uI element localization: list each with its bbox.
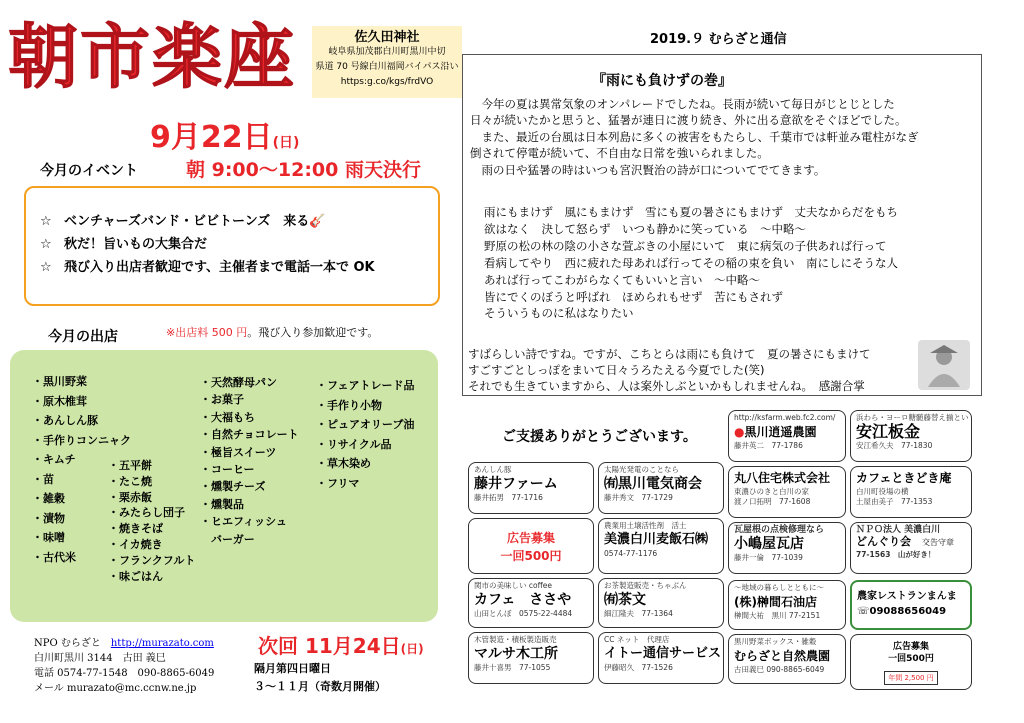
shrine-address-2: 県道 70 号線白川福岡バイパス沿い xyxy=(315,62,459,72)
closing-line: すばらしい詩ですね。ですが、こちとらは雨にも負けて 夏の暑さにもまけて xyxy=(468,347,871,361)
vendor-item: ・フランクフルト xyxy=(108,553,196,567)
org-line xyxy=(34,636,214,651)
ad-wanted-annual: 年間 2,500 円 xyxy=(884,671,938,685)
star-icon: ☆ xyxy=(40,214,52,229)
newsletter-title: 『雨にも負けずの巻』 xyxy=(592,73,732,89)
shrine-address-1: 岐阜県加茂郡白川町黒川中切 xyxy=(328,47,446,57)
ad-contact-2: 土屋由美子 77-1353 xyxy=(856,497,933,506)
vendors-note-rest: 。飛び入り参加歓迎です。 xyxy=(247,326,379,339)
ad-name: 農家レストランまんま xyxy=(857,591,957,602)
ad-tagline: 関市の美味しい coffee xyxy=(474,581,552,590)
event-item-text: 飛び入り出店者歓迎です、主催者まで電話一本で OK xyxy=(64,260,375,275)
vendor-item: ・フリマ xyxy=(316,476,360,490)
next-event-schedule xyxy=(254,660,386,696)
vendor-item: ・手作り小物 xyxy=(316,398,382,412)
event-item xyxy=(40,256,438,279)
closing-line: すごすごとしっぽをまいて日々うろたえる今夏でした(笑) xyxy=(468,363,765,378)
next-event-date: 次回 11月24日 xyxy=(258,634,401,658)
ad-name: 小嶋屋瓦店 xyxy=(734,536,804,552)
poem-line: 野原の松の林の陰の小さな萱ぶきの小屋にいて 東に病気の子供あれば行って xyxy=(484,238,887,253)
ad-name: 美濃白川麦飯石㈱ xyxy=(604,532,709,547)
ad-wanted-price: 一回500円 xyxy=(500,549,562,563)
vendor-item: ・ヒエフィッシュ xyxy=(200,515,287,529)
sponsor-ad[interactable] xyxy=(728,580,846,630)
body-line: 日々が続いたかと思うと、猛暑が連日に渡り続き、外に出る意欲をそぐほどでした。 xyxy=(470,113,907,128)
vendor-item: ・極旨スイーツ xyxy=(200,445,277,459)
vendor-item: ・燻製チーズ xyxy=(200,480,266,494)
event-label: 今月のイベント xyxy=(40,163,138,179)
ad-tagline: 黒川野菜ボックス・雑穀 xyxy=(734,637,817,646)
ad-contact: 白川町役場の横 xyxy=(856,487,909,496)
ad-tagline: 木管製造・積板製造販売 xyxy=(474,635,557,644)
phone-icon: ☏ xyxy=(857,606,870,617)
vendor-item: ・雑穀 xyxy=(32,492,65,505)
ad-contact: 細江隆夫 77-1364 xyxy=(604,609,673,618)
newsletter-closing xyxy=(468,346,968,395)
ad-contact: 東濃ひのきと白川の家 xyxy=(734,487,809,496)
body-line: 今年の夏は異常気象のオンパレードでしたね。長雨が続いて毎日がじとじとした xyxy=(470,97,895,111)
vendor-item: ・大福もち xyxy=(200,410,255,424)
ad-name: 丸八住宅株式会社 xyxy=(734,471,831,485)
sponsor-ad[interactable] xyxy=(598,632,724,684)
vendor-item: ・味ごはん xyxy=(108,569,163,583)
body-line: 倒されて停電が続いて、不自由な日常を強いられました。 xyxy=(470,146,769,161)
org-name: NPO むらざと xyxy=(34,638,101,649)
schedule-line-2: ３～１１月（奇数月開催） xyxy=(254,680,386,693)
ad-name: (株)榊間石油店 xyxy=(734,595,817,609)
ad-contact-2: 渡ノ口拓明 77-1608 xyxy=(734,497,811,506)
ad-tagline: お茶製造販売・ちゃぶん xyxy=(604,581,687,590)
ad-person: 交告守章 xyxy=(922,538,954,547)
vendor-item: ・天然酵母パン xyxy=(200,376,277,389)
sponsor-ad[interactable] xyxy=(598,518,724,574)
ad-tagline: 太陽光発電のことなら xyxy=(604,465,679,474)
ad-phone xyxy=(857,604,965,620)
organizer-contact xyxy=(34,636,214,696)
ad-contact: 藤井十喜男 77-1055 xyxy=(474,663,551,672)
vendor-item: ・焼きそば xyxy=(108,522,163,536)
vendor-item: ・キムチ xyxy=(32,453,76,466)
ad-tagline: 農業用土壌活性剤 活土 xyxy=(604,521,687,530)
ad-wanted-price: 一回500円 xyxy=(888,654,934,664)
page-title: 朝市楽座 xyxy=(8,16,296,98)
sponsor-ad[interactable] xyxy=(850,466,972,518)
vendor-item: ・草木染め xyxy=(316,457,371,470)
shrine-name: 佐久田神社 xyxy=(354,30,420,45)
ad-tagline: ～地域の暮らしとともに～ xyxy=(734,583,824,592)
ad-contact: 山田とんぼ 0575-22-4484 xyxy=(474,609,573,618)
vendors-fee: ※出店料 500 円 xyxy=(166,326,248,339)
poem xyxy=(484,204,974,322)
event-item xyxy=(40,233,438,256)
vendor-column-4 xyxy=(316,376,414,493)
vendor-item: ・原木椎茸 xyxy=(32,394,87,408)
vendor-item: ・コーヒー xyxy=(200,463,255,477)
ad-wanted-title: 広告募集 xyxy=(506,531,555,545)
sponsor-ad[interactable] xyxy=(850,410,972,462)
ad-name: イトー通信サービス xyxy=(604,646,722,661)
event-date xyxy=(150,112,299,156)
vendor-item: ・燻製品 xyxy=(200,497,244,511)
poem-line: 欲はなく 決して怒らず いつも静かに笑っている ～中略～ xyxy=(484,221,806,236)
vendor-item: ・たこ焼 xyxy=(108,474,152,488)
schedule-line-1: 隔月第四日曜日 xyxy=(254,662,331,675)
sponsors-label: ご支援ありがとうございます。 xyxy=(502,429,697,445)
ad-wanted-title: 広告募集 xyxy=(892,642,929,652)
vendors-note xyxy=(166,324,378,340)
newsletter-body xyxy=(470,96,978,178)
ad-name: カフェときどき庵 xyxy=(856,471,952,485)
shrine-info xyxy=(312,26,462,98)
closing-line: それでも生きていますから、人は案外しぶといかもしれませんね。 感謝合掌 xyxy=(468,379,865,394)
ad-tagline: CC ネット 代理店 xyxy=(604,635,670,644)
ad-tagline: ＮＰＯ法人 美濃白川 xyxy=(856,525,941,535)
vendor-item: ・みたらし団子 xyxy=(108,506,185,520)
ad-name: ㈲茶文 xyxy=(604,592,646,608)
next-event xyxy=(258,630,424,659)
vendor-item: ・リサイクル品 xyxy=(316,437,392,451)
ad-name-text: 黒川逍遥農園 xyxy=(744,425,817,439)
vendor-item: ・手作りコンニャク xyxy=(32,433,131,447)
sponsor-ad[interactable] xyxy=(850,522,972,574)
event-item xyxy=(40,210,438,233)
event-date-day: (日) xyxy=(272,135,300,151)
event-date-text: 9月22日 xyxy=(150,120,273,155)
vendor-item: ・古代米 xyxy=(32,550,76,564)
ad-name: カフェ ささや xyxy=(474,592,572,608)
ad-contact: 古田義巳 090-8865-6049 xyxy=(734,665,825,674)
ad-contact: 伊藤昭久 77-1526 xyxy=(604,663,673,672)
star-icon: ☆ xyxy=(40,260,52,275)
ad-contact: 榊間大祐 黒川 77-2151 xyxy=(734,611,821,620)
poem-line: あれば行ってこわがらなくてもいいと言い ～中略～ xyxy=(484,272,760,287)
sponsor-ad[interactable] xyxy=(728,466,846,518)
event-box xyxy=(24,186,440,306)
org-email: メール murazato@mc.ccnw.ne.jp xyxy=(34,683,197,694)
ad-tagline: 瓦屋根の点検修理なら xyxy=(734,525,825,535)
ad-name: マルサ木工所 xyxy=(474,646,558,662)
vendor-item: ・あんしん豚 xyxy=(32,414,98,427)
sponsor-ad[interactable] xyxy=(728,522,846,574)
event-time: 朝 9:00～12:00 雨天決行 xyxy=(186,159,421,181)
vendor-column-3 xyxy=(200,374,299,548)
ad-name: ㈲黒川電気商会 xyxy=(604,476,702,492)
vendor-item: ・黒川野菜 xyxy=(32,375,87,388)
vendor-item: バーガー xyxy=(200,532,255,546)
sponsor-ad[interactable] xyxy=(598,578,724,628)
vendor-column-2 xyxy=(108,458,195,584)
vendor-item: ・フェアトレード品 xyxy=(316,379,415,392)
star-icon: ☆ xyxy=(40,237,52,252)
event-item-text: ベンチャーズバンド・ビビトーンズ 来る🎸 xyxy=(64,214,326,229)
vendor-item: ・栗赤飯 xyxy=(108,490,152,504)
vendor-item: ・ピュアオリーブ油 xyxy=(316,418,415,431)
ad-contact: 77-1563 山が好き！ xyxy=(856,550,936,559)
shrine-url[interactable]: https:g.co/kgs/frdVO xyxy=(340,77,434,87)
ad-contact: 藤井英二 77-1786 xyxy=(734,441,803,450)
poet-portrait-image xyxy=(918,340,970,390)
ad-contact: 安江希久夫 77-1830 xyxy=(856,441,933,450)
ad-wanted-box[interactable] xyxy=(468,518,594,574)
sponsor-ad[interactable] xyxy=(468,578,594,628)
vendor-item: ・自然チョコレート xyxy=(200,428,299,442)
ad-name-text: どんぐり会 xyxy=(856,535,911,548)
sponsor-ad[interactable] xyxy=(850,580,972,630)
poem-line: そういうものに私はなりたい xyxy=(484,306,634,321)
ad-tagline: http://ksfarm.web.fc2.com/ xyxy=(734,413,836,422)
farm-logo-icon: ● xyxy=(734,425,745,439)
vendor-item: ・五平餅 xyxy=(108,459,152,472)
poem-line: 看病してやり 西に疲れた母あれば行ってその稲の束を負い 南にしにそうな人 xyxy=(484,255,898,270)
ad-contact: 0574-77-1176 xyxy=(604,549,658,558)
ad-name xyxy=(734,423,840,441)
ad-contact: 藤井秀文 77-1729 xyxy=(604,493,673,502)
ad-contact: 藤井一倫 77-1039 xyxy=(734,553,803,562)
vendor-item: ・イカ焼き xyxy=(108,537,163,551)
ad-name xyxy=(856,535,966,550)
vendors-label: 今月の出店 xyxy=(48,329,118,345)
ad-wanted-box[interactable] xyxy=(850,634,972,690)
sponsor-ad[interactable] xyxy=(728,634,846,684)
vendor-item: ・味噌 xyxy=(32,531,65,544)
body-line: また、最近の台風は日本列島に多くの被害をもたらし、千葉市では軒並み電柱がなぎ xyxy=(470,129,919,144)
sponsor-ad[interactable] xyxy=(468,632,594,684)
body-line: 雨の日や猛暑の時はいつも宮沢賢治の詩が口についてでてきます。 xyxy=(470,162,826,177)
ad-tagline: 浜わら・ヨーロ糖髄藤替え揃とい xyxy=(856,413,969,422)
ad-phone-number: 09088656049 xyxy=(869,606,947,617)
vendor-item: ・お菓子 xyxy=(200,393,244,407)
org-phone: 電話 0574-77-1548 090-8865-6049 xyxy=(34,668,215,679)
next-event-day: (日) xyxy=(400,642,424,656)
poem-line: 皆にでくのぼうと呼ばれ ほめられもせず 苦にもされず xyxy=(484,289,783,304)
sponsor-ad[interactable] xyxy=(598,462,724,514)
event-item-text: 秋だ！旨いもの大集合だ xyxy=(64,237,208,252)
ad-name: 藤井ファーム xyxy=(474,476,558,492)
org-link[interactable]: http://murazato.com xyxy=(110,638,214,649)
org-address: 白川町黒川 3144 古田 義巳 xyxy=(34,653,166,664)
ad-name: 安江板金 xyxy=(856,422,921,441)
ad-contact: 藤井拓男 77-1716 xyxy=(474,493,543,502)
ad-tagline: あんしん豚 xyxy=(474,465,512,474)
newsletter-heading: 2019.９ むらざと通信 xyxy=(650,32,787,47)
sponsor-ad[interactable] xyxy=(728,410,846,462)
poem-line: 雨にもまけず 風にもまけず 雪にも夏の暑さにもまけず 丈夫なからだをもち xyxy=(484,205,898,219)
sponsor-ad[interactable] xyxy=(468,462,594,514)
vendor-item: ・漬物 xyxy=(32,511,65,525)
vendor-item: ・苗 xyxy=(32,472,54,486)
ad-name: むらざと自然農園 xyxy=(734,649,831,663)
